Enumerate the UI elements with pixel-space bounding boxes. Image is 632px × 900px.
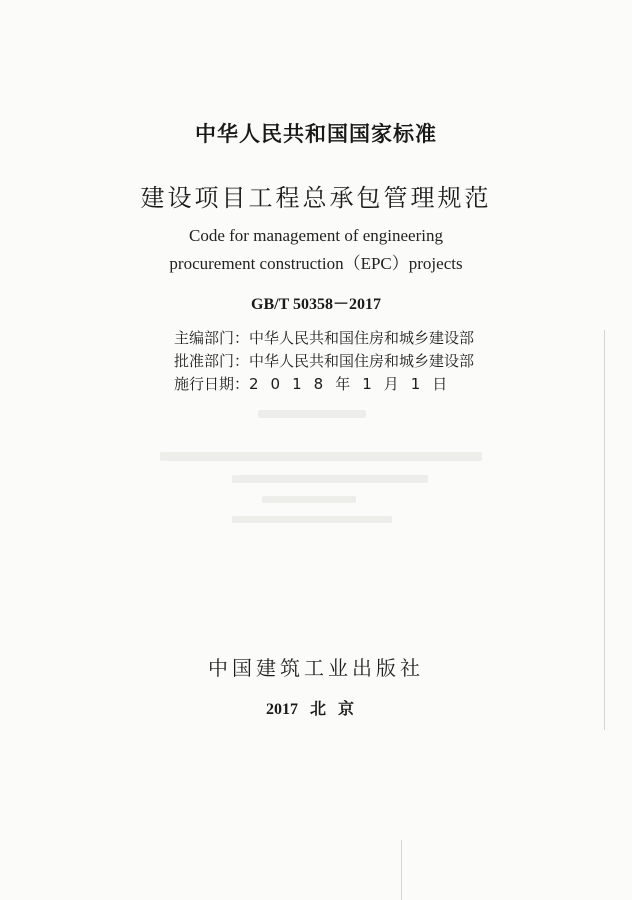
publication-city: 北京 [309,699,366,718]
page-edge-mark [401,840,402,900]
bleed-through-line [258,410,366,418]
english-title-line-2: procurement construction（EPC）projects [169,254,463,273]
bleed-through-line [232,475,428,483]
publication-line [0,696,632,719]
info-label: 主编部门： [174,329,250,347]
publisher-name: 中国建筑工业出版社 [208,656,424,680]
effective-date-row [174,373,474,396]
chinese-title: 建设项目工程总承包管理规范 [140,184,492,212]
approving-department-row [174,350,474,373]
english-title-line-1: Code for management of engineering [189,226,443,245]
effective-date-value: 2018年1月1日 [249,375,460,393]
info-label: 施行日期： [174,375,250,393]
standard-type-heading: 中华人民共和国国家标准 [195,122,437,146]
bleed-through-line [160,452,482,461]
editing-department-row [174,327,474,350]
info-value: 中华人民共和国住房和城乡建设部 [249,329,475,347]
publication-year: 2017 [265,701,298,718]
bleed-through-line [232,516,392,523]
info-value: 中华人民共和国住房和城乡建设部 [249,352,475,370]
bleed-through-line [262,496,356,503]
info-block [174,327,474,396]
info-label: 批准部门： [174,352,250,370]
standard-number: GB/T 50358－2017 [251,296,381,313]
